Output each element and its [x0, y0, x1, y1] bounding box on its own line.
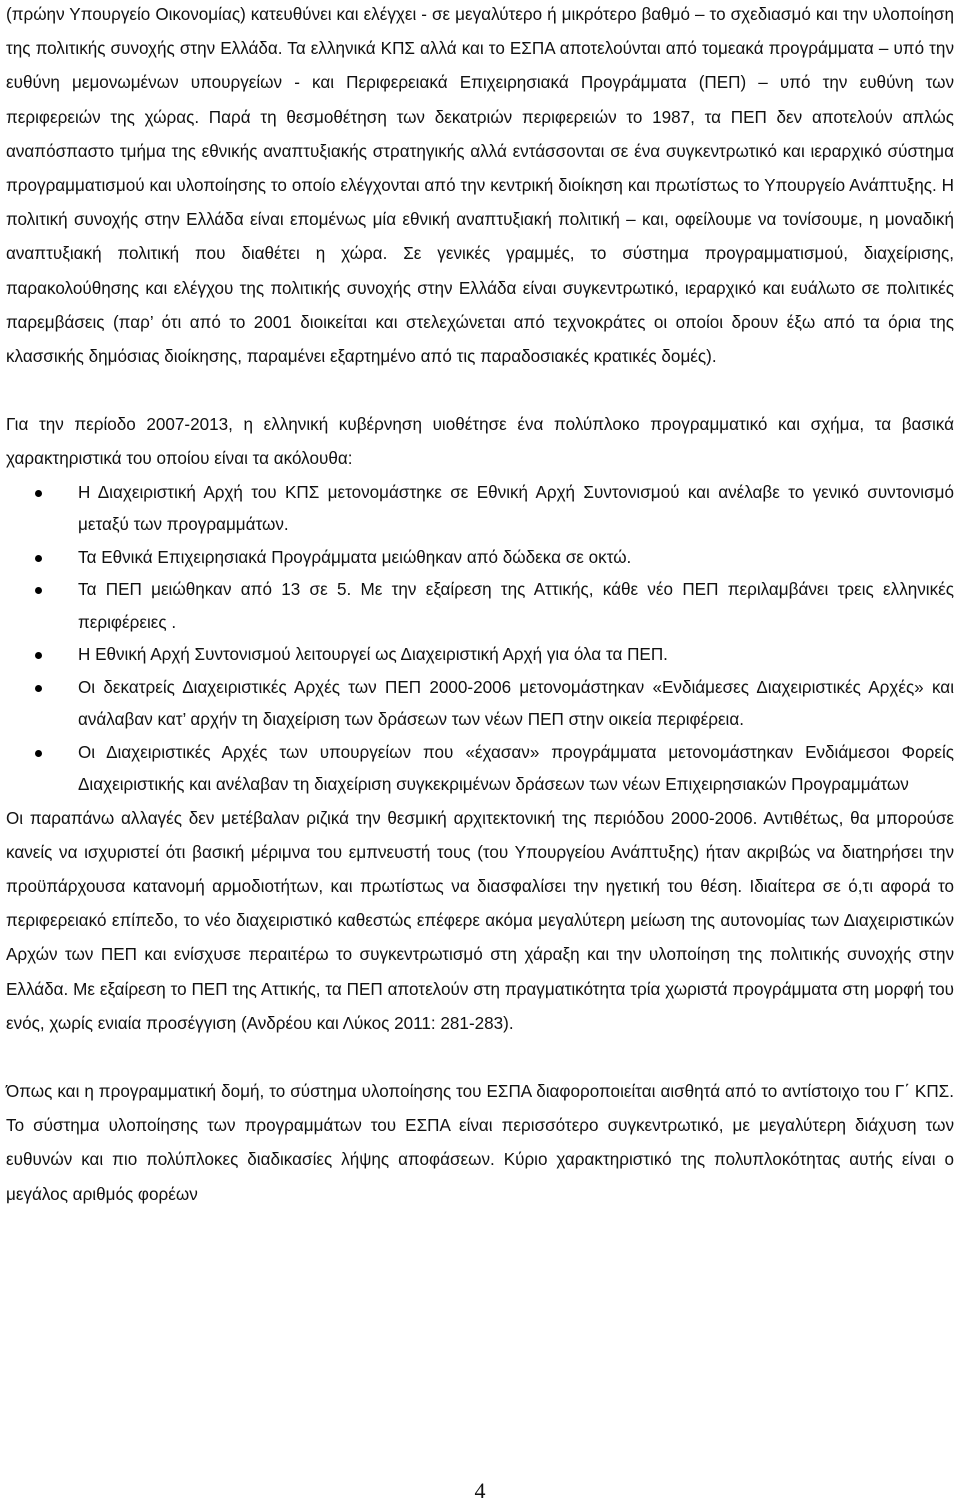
list-item: Η Διαχειριστική Αρχή του ΚΠΣ μετονομάστηκε σε Εθνική Αρχή Συντονισμού και ανέλαβε το γενικό συντονισμό μεταξύ των προγραμμάτων. [6, 477, 954, 542]
list-item: Οι δεκατρείς Διαχειριστικές Αρχές των ΠΕΠ 2000-2006 μετονομάστηκαν «Ενδιάμεσες Διαχειριστικές Αρχές» και ανάλαβαν κατ’ αρχήν τη διαχείριση των δράσεων των νέων ΠΕΠ στην οικεία περιφέρεια. [6, 672, 954, 737]
paragraph-intro: (πρώην Υπουργείο Οικονομίας) κατευθύνει και ελέγχει - σε μεγαλύτερο ή μικρότερο βαθμό – το σχεδιασμό και την υλοποίηση της πολιτικής συνοχής στην Ελλάδα. Τα ελληνικά ΚΠΣ αλλά και το ΕΣΠΑ αποτελούνται από τομεακά προγράμματα – υπό την ευθύνη μεμονωμένων υπουργείων - και Περιφερειακά Επιχειρησιακά Προγράμματα (ΠΕΠ) – υπό την ευθύνη των περιφερειών της χώρας. Παρά τη θεσμοθέτηση των δεκατριών περιφερειών το 1987, τα ΠΕΠ δεν αποτελούν απλώς αναπόσπαστο τμήμα της εθνικής αναπτυξιακής στρατηγικής αλλά εντάσσονται σε ένα συγκεντρωτικό και ιεραρχικό σύστημα προγραμματισμού και υλοποίησης το οποίο ελέγχονται από την κεντρική διοίκηση και πρωτίστως το Υπουργείο Ανάπτυξης. Η πολιτική συνοχής στην Ελλάδα είναι επομένως μία εθνική αναπτυξιακή πολιτική – και, οφείλουμε να τονίσουμε, η μοναδική αναπτυξιακή πολιτική που διαθέτει η χώρα. Σε γενικές γραμμές, το σύστημα προγραμματισμού, διαχείρισης, παρακολούθησης και ελέγχου της πολιτικής συνοχής στην Ελλάδα είναι συγκεντρωτικό, ιεραρχικό και ευάλωτο σε πολιτικές παρεμβάσεις (παρ’ ότι από το 2001 διοικείται και στελεχώνεται από τεχνοκράτες οι οποίοι δρουν έξω από τα όρια της κλασσικής δημόσιας διοίκησης, παραμένει εξαρτημένο από τις παραδοσιακές κρατικές δομές). [6, 5, 954, 367]
features-list [6, 477, 954, 802]
paragraph-espa-system: Όπως και η προγραμματική δομή, το σύστημα υλοποίησης του ΕΣΠΑ διαφοροποιείται αισθητά από το αντίστοιχο του Γ΄ ΚΠΣ. Το σύστημα υλοποίησης των προγραμμάτων του ΕΣΠΑ είναι περισσότερο συγκεντρωτικό, με μεγαλύτερη διάχυση των ευθυνών και πιο πολύπλοκες διαδικασίες λήψης αποφάσεων. Κύριο χαρακτηριστικό της πολυπλοκότητας αυτής είναι ο μεγάλος αριθμός φορέων [6, 1082, 954, 1204]
list-item: Τα Εθνικά Επιχειρησιακά Προγράμματα μειώθηκαν από δώδεκα σε οκτώ. [6, 542, 954, 575]
page-number: 4 [474, 1478, 486, 1503]
paragraph-changes: Οι παραπάνω αλλαγές δεν μετέβαλαν ριζικά την θεσμική αρχιτεκτονική της περιόδου 2000-2006. Αντιθέτως, θα μπορούσε κανείς να ισχυριστεί ότι βασική μέριμνα του εμπνευστή τους (του Υπουργείου Ανάπτυξης) ήταν ακριβώς να διατηρήσει την προϋπάρχουσα κατανομή αρμοδιοτήτων, και πρωτίστως να διασφαλίσει την ηγετική του θέση. Ιδιαίτερα σε ό,τι αφορά το περιφερειακό επίπεδο, το νέο διαχειριστικό καθεστώς επέφερε ακόμα μεγαλύτερη μείωση της αυτονομίας των Διαχειριστικών Αρχών των ΠΕΠ και ενίσχυσε περαιτέρω το συγκεντρωτισμό στη χάραξη και την υλοποίηση της πολιτικής συνοχής στην Ελλάδα. Με εξαίρεση το ΠΕΠ της Αττικής, τα ΠΕΠ αποτελούν στη πραγματικότητα τρία χωριστά προγράμματα στη μορφή του ενός, χωρίς ενιαία προσέγγιση (Ανδρέου και Λύκος 2011: 281-283). [6, 808, 954, 1033]
document-page [6, 0, 954, 1212]
list-item: Τα ΠΕΠ μειώθηκαν από 13 σε 5. Με την εξαίρεση της Αττικής, κάθε νέο ΠΕΠ περιλαμβάνει τρεις ελληνικές περιφέρειες . [6, 574, 954, 639]
paragraph-period-2007-2013: Για την περίοδο 2007-2013, η ελληνική κυβέρνηση υιοθέτησε ένα πολύπλοκο προγραμματικό και σχήμα, τα βασικά χαρακτηριστικά του οποίου είναι τα ακόλουθα: [6, 415, 954, 469]
list-item: Οι Διαχειριστικές Αρχές των υπουργείων που «έχασαν» προγράμματα μετονομάστηκαν Ενδιάμεσοι Φορείς Διαχειριστικής και ανέλαβαν τη διαχείριση συγκεκριμένων δράσεων των νέων Επιχειρησιακών Προγραμμάτων [6, 737, 954, 802]
list-item: Η Εθνική Αρχή Συντονισμού λειτουργεί ως Διαχειριστική Αρχή για όλα τα ΠΕΠ. [6, 639, 954, 672]
